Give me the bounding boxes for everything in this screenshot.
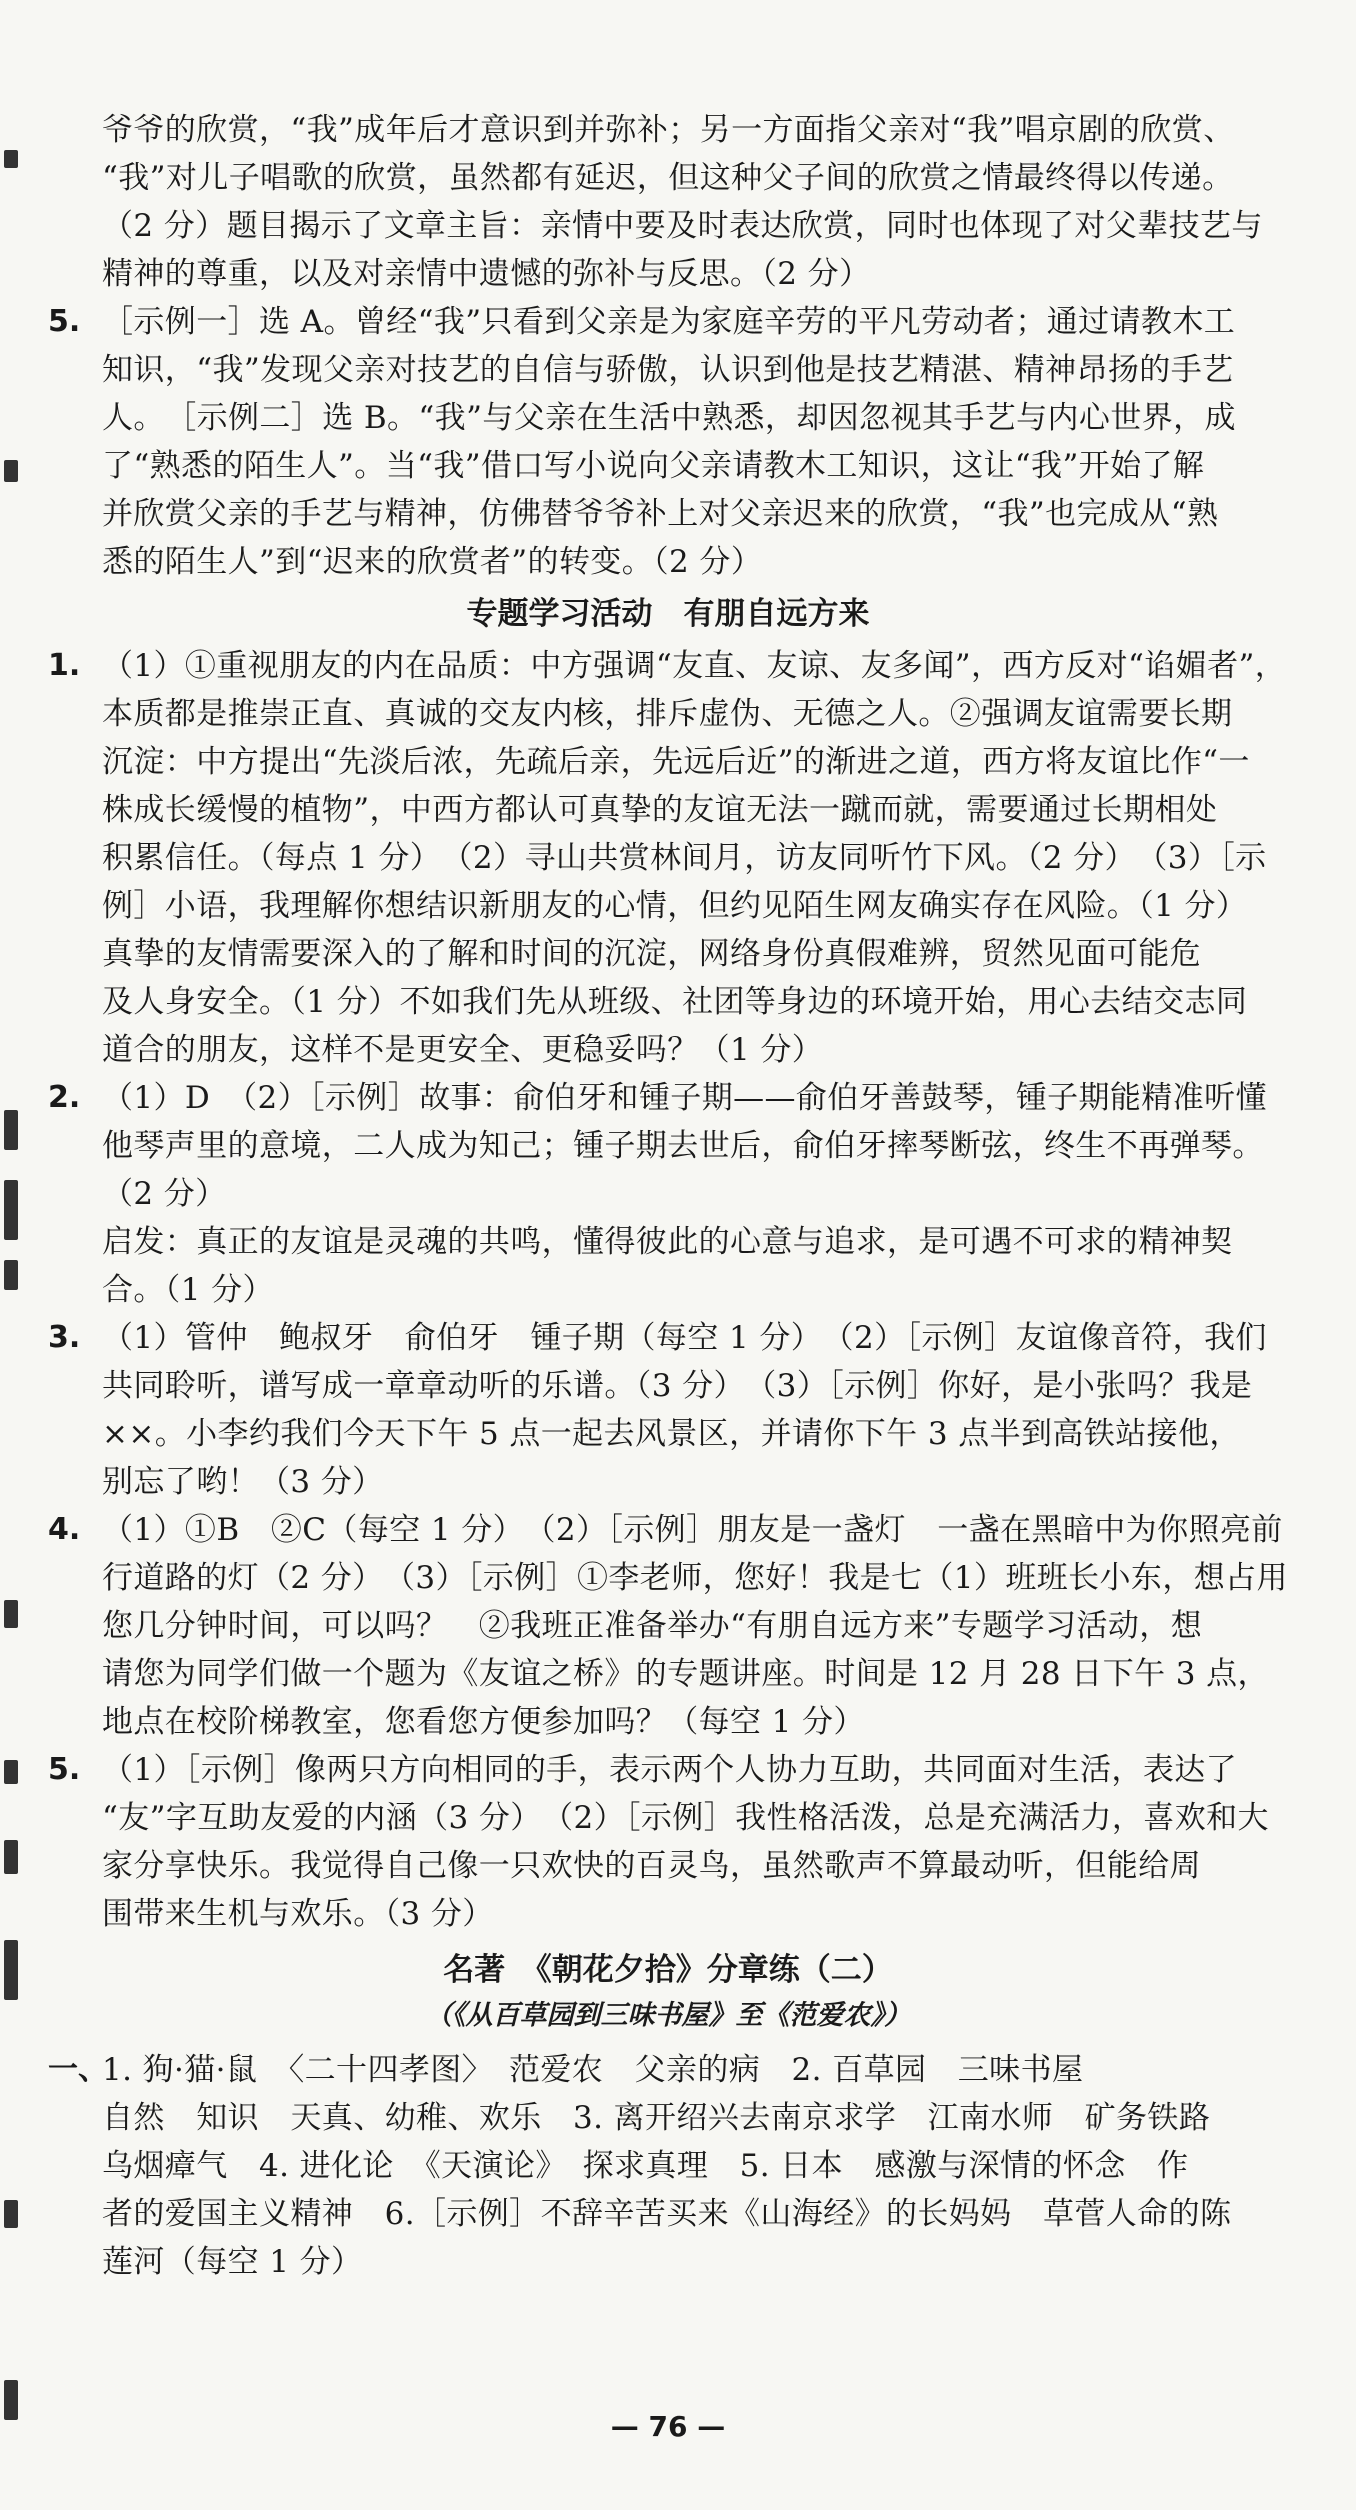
- part-number: 一、: [48, 2052, 108, 2087]
- text-line: 精神的尊重，以及对亲情中遗憾的弥补与反思。（2 分）: [102, 256, 871, 292]
- question-number: 4.: [48, 1512, 81, 1547]
- question-number: 5.: [48, 1752, 81, 1787]
- left-page-bleed-marks: [0, 0, 26, 2510]
- text-line: 知识，“我”发现父亲对技艺的自信与骄傲，认识到他是技艺精湛、精神昂扬的手艺: [102, 352, 1234, 388]
- text-line: 本质都是推崇正直、真诚的交友内核，排斥虚伪、无德之人。②强调友谊需要长期: [102, 696, 1233, 732]
- text-line: “我”对儿子唱歌的欣赏，虽然都有延迟，但这种父子间的欣赏之情最终得以传递。: [102, 160, 1234, 196]
- text-line: 围带来生机与欢乐。（3 分）: [102, 1896, 494, 1932]
- text-line: 1. 狗·猫·鼠 〈二十四孝图〉 范爱农 父亲的病 2. 百草园 三味书屋: [102, 2052, 1084, 2088]
- text-line: （1）D （2）［示例］故事：俞伯牙和锺子期——俞伯牙善鼓琴，锺子期能精准听懂: [102, 1080, 1267, 1116]
- text-line: 行道路的灯（2 分） （3）［示例］①李老师，您好！我是七（1）班班长小东，想占用: [102, 1560, 1288, 1596]
- text-line: 启发：真正的友谊是灵魂的共鸣，懂得彼此的心意与追求，是可遇不可求的精神契: [102, 1224, 1233, 1260]
- question-number: 1.: [48, 648, 81, 683]
- text-line: （2 分）: [102, 1176, 227, 1212]
- text-line: 他琴声里的意境，二人成为知己；锺子期去世后，俞伯牙摔琴断弦，终生不再弹琴。: [102, 1128, 1264, 1164]
- section-title: 专题学习活动 有朋自远方来: [466, 596, 870, 632]
- text-line: （1）管仲 鲍叔牙 俞伯牙 锺子期（每空 1 分） （2）［示例］友谊像音符，我们: [102, 1320, 1267, 1356]
- text-line: 自然 知识 天真、幼稚、欢乐 3. 离开绍兴去南京求学 江南水师 矿务铁路: [102, 2100, 1211, 2136]
- text-line: 共同聆听，谱写成一章章动听的乐谱。（3 分） （3）［示例］你好，是小张吗？我是: [102, 1368, 1253, 1404]
- text-line: 积累信任。（每点 1 分） （2）寻山共赏林间月，访友同听竹下风。（2 分） （3）［示: [102, 840, 1267, 876]
- text-line: 爷爷的欣赏，“我”成年后才意识到并弥补；另一方面指父亲对“我”唱京剧的欣赏、: [102, 112, 1235, 148]
- text-line: 了“熟悉的陌生人”。当“我”借口写小说向父亲请教木工知识，这让“我”开始了解: [102, 448, 1205, 484]
- text-line: “友”字互助友爱的内涵（3 分） （2）［示例］我性格活泼，总是充满活力，喜欢和大: [102, 1800, 1269, 1836]
- text-line: 家分享快乐。我觉得自己像一只欢快的百灵鸟，虽然歌声不算最动听，但能给周: [102, 1848, 1201, 1884]
- question-number: 3.: [48, 1320, 81, 1355]
- text-line: （1）①B ②C（每空 1 分） （2）［示例］朋友是一盏灯 一盏在黑暗中为你照亮前: [102, 1512, 1283, 1548]
- text-line: 者的爱国主义精神 6.［示例］不辞辛苦买来《山海经》的长妈妈 草菅人命的陈: [102, 2196, 1232, 2232]
- text-line: 莲河（每空 1 分）: [102, 2244, 363, 2280]
- text-line: 并欣赏父亲的手艺与精神，仿佛替爷爷补上对父亲迟来的欣赏，“我”也完成从“熟: [102, 496, 1219, 532]
- text-line: 人。 ［示例二］选 B。“我”与父亲在生活中熟悉，却因忽视其手艺与内心世界，成: [102, 400, 1236, 436]
- page-number: — 76 —: [610, 2410, 726, 2443]
- text-line: 合。（1 分）: [102, 1272, 274, 1308]
- section-subtitle: （《从百草园到三味书屋》至《范爱农》）: [425, 2000, 911, 2031]
- section-title: 名著 《朝花夕拾》分章练（二）: [443, 1952, 893, 1988]
- text-line: 别忘了哟！（3 分）: [102, 1464, 384, 1500]
- text-line: （2 分）题目揭示了文章主旨：亲情中要及时表达欣赏，同时也体现了对父辈技艺与: [102, 208, 1263, 244]
- text-line: 请您为同学们做一个题为《友谊之桥》的专题讲座。时间是 12 月 28 日下午 3 点，: [102, 1656, 1269, 1692]
- text-line: ××。小李约我们今天下午 5 点一起去风景区，并请你下午 3 点半到高铁站接他，: [102, 1416, 1241, 1452]
- text-line: 真挚的友情需要深入的了解和时间的沉淀，网络身份真假难辨，贸然见面可能危: [102, 936, 1201, 972]
- text-line: 乌烟瘴气 4. 进化论 《天演论》 探求真理 5. 日本 感激与深情的怀念 作: [102, 2148, 1189, 2184]
- text-line: 沉淀：中方提出“先淡后浓，先疏后亲，先远后近”的渐进之道，西方将友谊比作“一: [102, 744, 1250, 780]
- text-line: （1）［示例］像两只方向相同的手，表示两个人协力互助，共同面对生活，表达了: [102, 1752, 1238, 1788]
- text-line: 及人身安全。（1 分）不如我们先从班级、社团等身边的环境开始，用心去结交志同: [102, 984, 1248, 1020]
- text-line: 地点在校阶梯教室，您看您方便参加吗？（每空 1 分）: [102, 1704, 865, 1740]
- text-line: 悉的陌生人”到“迟来的欣赏者”的转变。（2 分）: [102, 544, 763, 580]
- question-number: 5.: [48, 304, 81, 339]
- text-line: （1）①重视朋友的内在品质：中方强调“友直、友谅、友多闻”，西方反对“谄媚者”，: [102, 648, 1287, 684]
- text-line: ［示例一］选 A。曾经“我”只看到父亲是为家庭辛劳的平凡劳动者；通过请教木工: [102, 304, 1236, 340]
- text-line: 例］小语，我理解你想结识新朋友的心情，但约见陌生网友确实存在风险。（1 分）: [102, 888, 1248, 924]
- text-line: 道合的朋友，这样不是更安全、更稳妥吗？（1 分）: [102, 1032, 824, 1068]
- question-number: 2.: [48, 1080, 81, 1115]
- text-line: 株成长缓慢的植物”，中西方都认可真挚的友谊无法一蹴而就，需要通过长期相处: [102, 792, 1218, 828]
- text-line: 您几分钟时间，可以吗？ ②我班正准备举办“有朋自远方来”专题学习活动，想: [102, 1608, 1203, 1644]
